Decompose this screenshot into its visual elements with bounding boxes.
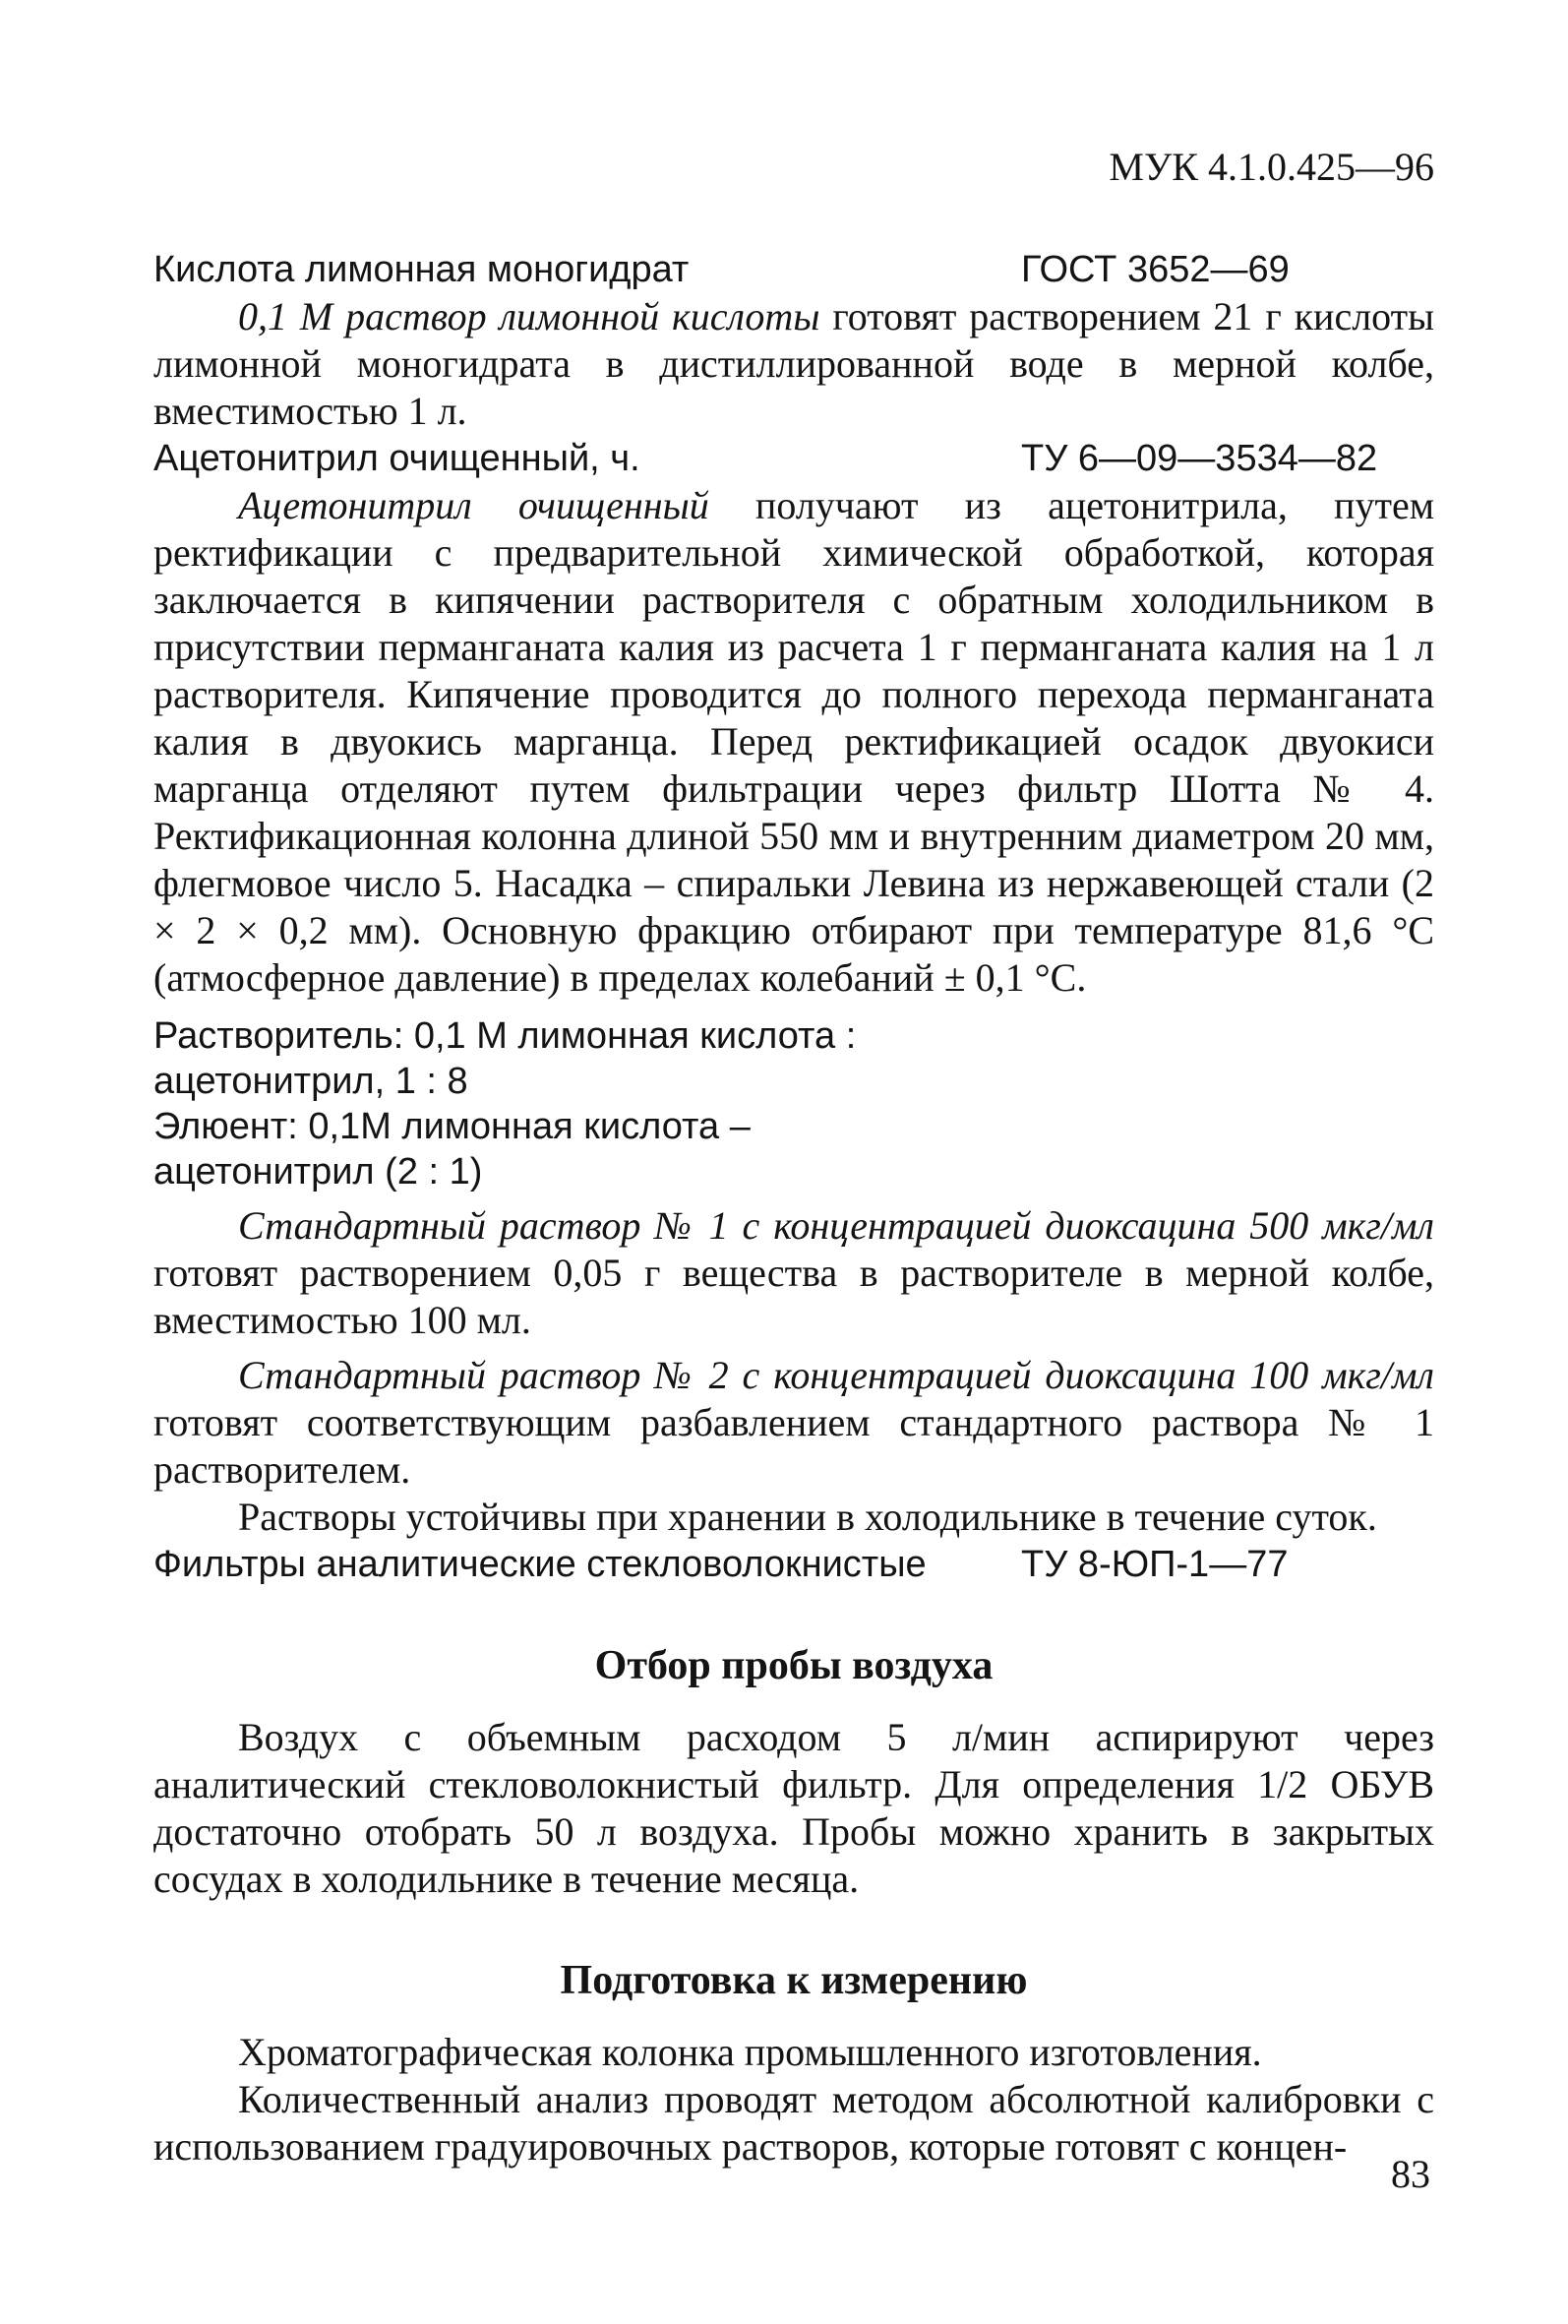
- page-number: 83: [1391, 2152, 1430, 2196]
- preparation-section-title: Подготовка к измерению: [560, 1958, 1028, 2003]
- sampling-paragraph: Воздух с объемным расходом 5 л/мин аспирируют через аналитический стекловолокнистый фильтр. Для определения 1/2 ОБУВ достаточно отобрать 50 л воздуха. Пробы можно хранить в закрытых сосудах в холодильнике в течение месяца.: [153, 1715, 1434, 1901]
- eluent-line-1: Элюент: 0,1М лимонная кислота –: [153, 1106, 751, 1147]
- acetonitrile-paragraph: [153, 482, 1434, 1002]
- preparation-paragraph-1: Хроматографическая колонка промышленного изготовления.: [238, 2030, 1262, 2074]
- solvent-line-1: Растворитель: 0,1 М лимонная кислота :: [153, 1015, 857, 1057]
- stability-paragraph: Растворы устойчивы при хранении в холодильнике в течение суток.: [238, 1495, 1377, 1539]
- standard-solution-1-paragraph: [153, 1202, 1434, 1344]
- eluent-line-2: ацетонитрил (2 : 1): [153, 1151, 483, 1193]
- italic-term: 0,1 М раствор лимонной кислоты: [238, 294, 820, 338]
- sampling-section-title: Отбор пробы воздуха: [594, 1643, 994, 1688]
- italic-term: Стандартный раствор № 1 с концентрацией диоксацина 500 мкг/мл: [238, 1203, 1434, 1248]
- paragraph-text: готовят растворением 21 г кислоты лимонной моногидрата в дистиллированной воде в мерной колбе, вместимостью 1 л.: [153, 294, 1434, 433]
- solvent-line-2: ацетонитрил, 1 : 8: [153, 1061, 468, 1102]
- standard-solution-2-paragraph: [153, 1352, 1434, 1494]
- reagent-standard: ГОСТ 3652—69: [1021, 249, 1290, 290]
- reagent-name: Кислота лимонная моногидрат: [153, 249, 690, 290]
- reagent-name: Фильтры аналитические стекловолокнистые: [153, 1544, 927, 1585]
- reagent-acetonitrile: [153, 435, 1434, 482]
- paragraph-text: готовят соответствующим разбавлением стандартного раствора № 1 растворителем.: [153, 1400, 1434, 1492]
- italic-term: Стандартный раствор № 2 с концентрацией диоксацина 100 мкг/мл: [238, 1353, 1434, 1397]
- reagent-standard: ТУ 6—09—3534—82: [1021, 438, 1378, 479]
- page-body: [153, 138, 1434, 2171]
- document-code-header: МУК 4.1.0.425—96: [1109, 145, 1434, 189]
- paragraph-text: готовят растворением 0,05 г вещества в растворителе в мерной колбе, вместимостью 100 мл.: [153, 1251, 1434, 1342]
- reagent-name: Ацетонитрил очищенный, ч.: [153, 438, 640, 479]
- reagent-filters: [153, 1541, 1434, 1588]
- paragraph-text: получают из ацетонитрила, путем ректификации с предварительной химической обработкой, которая заключается в кипячении растворителя с обратным холодильником в присутствии перманганата калия из расчета 1 г перманганата калия на 1 л растворителя. Кипячение проводится до полного перехода перманганата калия в двуокись марганца. Перед ректификацией осадок двуокиси марганца отделяют путем фильтрации через фильтр Шотта № 4. Ректификационная колонна длиной 550 мм и внутренним диаметром 20 мм, флегмовое число 5. Насадка – спиральки Левина из нержавеющей стали (2 × 2 × 0,2 мм). Основную фракцию отбирают при температуре 81,6 °С (атмосферное давление) в пределах колебаний ± 0,1 °С.: [153, 483, 1435, 1000]
- citric-solution-paragraph: [153, 293, 1434, 435]
- reagent-citric-acid: [153, 246, 1434, 293]
- italic-term: Ацетонитрил очищенный: [238, 483, 709, 527]
- preparation-paragraph-2: Количественный анализ проводят методом абсолютной калибровки с использованием градуировочных растворов, которые готовят с концен-: [153, 2077, 1434, 2169]
- reagent-standard: ТУ 8-ЮП-1—77: [1021, 1544, 1289, 1585]
